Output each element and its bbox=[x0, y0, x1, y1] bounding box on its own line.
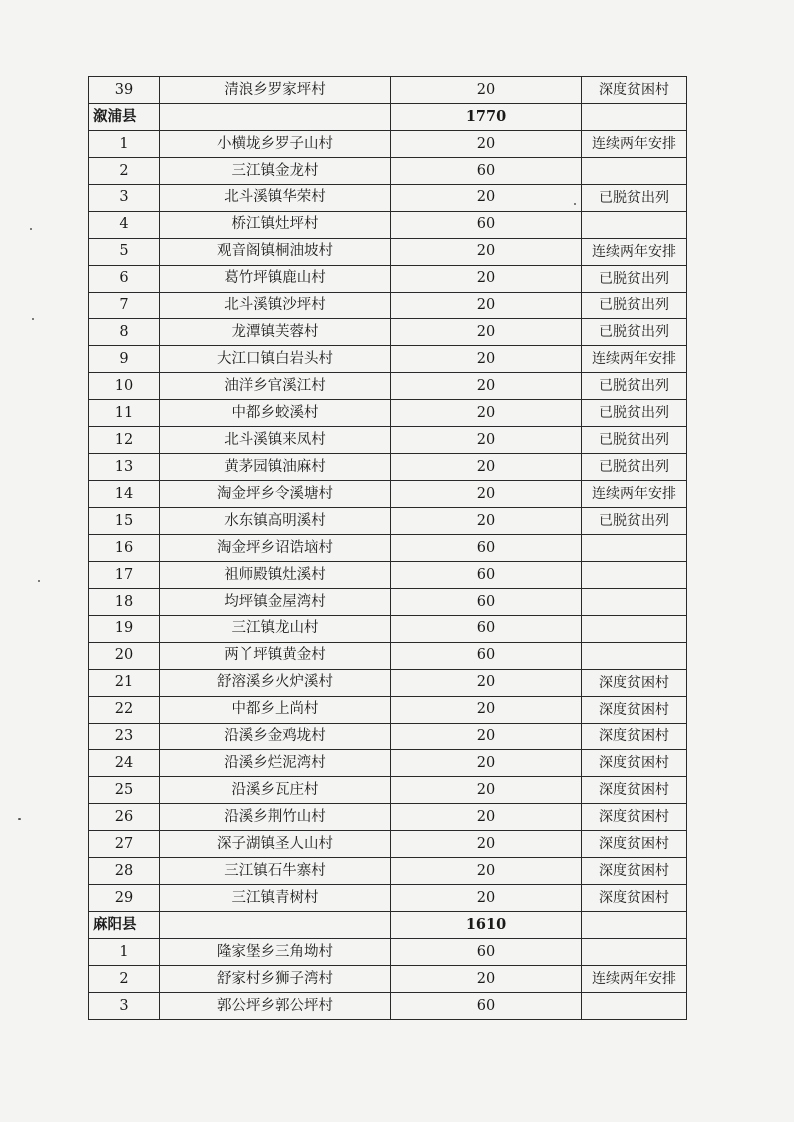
fund-amount: 20 bbox=[391, 750, 582, 777]
village-name: 祖师殿镇灶溪村 bbox=[160, 561, 391, 588]
row-number: 19 bbox=[89, 615, 160, 642]
fund-amount: 60 bbox=[391, 615, 582, 642]
fund-amount: 60 bbox=[391, 157, 582, 184]
row-number: 11 bbox=[89, 400, 160, 427]
remark bbox=[582, 534, 687, 561]
fund-amount: 20 bbox=[391, 130, 582, 157]
village-name: 三江镇石牛寨村 bbox=[160, 858, 391, 885]
row-number: 27 bbox=[89, 831, 160, 858]
table-row bbox=[89, 831, 687, 858]
table-row bbox=[89, 184, 687, 211]
fund-amount: 20 bbox=[391, 427, 582, 454]
fund-amount: 20 bbox=[391, 454, 582, 481]
remark: 深度贫困村 bbox=[582, 750, 687, 777]
fund-amount: 60 bbox=[391, 992, 582, 1019]
remark: 深度贫困村 bbox=[582, 723, 687, 750]
remark: 深度贫困村 bbox=[582, 669, 687, 696]
row-number: 21 bbox=[89, 669, 160, 696]
fund-amount: 20 bbox=[391, 481, 582, 508]
row-number: 3 bbox=[89, 992, 160, 1019]
remark bbox=[582, 588, 687, 615]
fund-amount: 60 bbox=[391, 211, 582, 238]
table-row bbox=[89, 157, 687, 184]
remark bbox=[582, 939, 687, 966]
row-number: 24 bbox=[89, 750, 160, 777]
remark bbox=[582, 211, 687, 238]
remark bbox=[582, 912, 687, 939]
table-row bbox=[89, 885, 687, 912]
remark: 已脱贫出列 bbox=[582, 427, 687, 454]
scan-speck bbox=[18, 818, 21, 820]
row-number: 25 bbox=[89, 777, 160, 804]
village-name: 龙潭镇芙蓉村 bbox=[160, 319, 391, 346]
village-name: 葛竹坪镇鹿山村 bbox=[160, 265, 391, 292]
remark bbox=[582, 642, 687, 669]
remark: 深度贫困村 bbox=[582, 885, 687, 912]
row-number: 1 bbox=[89, 939, 160, 966]
village-name: 三江镇金龙村 bbox=[160, 157, 391, 184]
table-row bbox=[89, 965, 687, 992]
scan-speck bbox=[38, 580, 40, 582]
table-row bbox=[89, 211, 687, 238]
village-name bbox=[160, 912, 391, 939]
row-number: 20 bbox=[89, 642, 160, 669]
village-name: 深子湖镇圣人山村 bbox=[160, 831, 391, 858]
fund-amount: 20 bbox=[391, 373, 582, 400]
village-name: 舒溶溪乡火炉溪村 bbox=[160, 669, 391, 696]
row-number: 28 bbox=[89, 858, 160, 885]
county-header-row bbox=[89, 912, 687, 939]
row-number: 7 bbox=[89, 292, 160, 319]
remark: 连续两年安排 bbox=[582, 238, 687, 265]
table-row bbox=[89, 77, 687, 104]
fund-amount: 60 bbox=[391, 642, 582, 669]
fund-amount: 20 bbox=[391, 804, 582, 831]
row-number: 1 bbox=[89, 130, 160, 157]
village-name: 沿溪乡烂泥湾村 bbox=[160, 750, 391, 777]
remark: 已脱贫出列 bbox=[582, 184, 687, 211]
fund-amount: 20 bbox=[391, 238, 582, 265]
row-number: 10 bbox=[89, 373, 160, 400]
table-row bbox=[89, 588, 687, 615]
table-row bbox=[89, 642, 687, 669]
fund-amount: 20 bbox=[391, 508, 582, 535]
village-name: 三江镇龙山村 bbox=[160, 615, 391, 642]
row-number: 13 bbox=[89, 454, 160, 481]
remark: 连续两年安排 bbox=[582, 346, 687, 373]
village-name: 大江口镇白岩头村 bbox=[160, 346, 391, 373]
fund-amount: 20 bbox=[391, 965, 582, 992]
table-row bbox=[89, 454, 687, 481]
village-name: 舒家村乡狮子湾村 bbox=[160, 965, 391, 992]
row-number: 9 bbox=[89, 346, 160, 373]
remark bbox=[582, 561, 687, 588]
remark: 深度贫困村 bbox=[582, 696, 687, 723]
village-name: 黄茅园镇油麻村 bbox=[160, 454, 391, 481]
table-row bbox=[89, 508, 687, 535]
village-name: 郭公坪乡郭公坪村 bbox=[160, 992, 391, 1019]
remark: 已脱贫出列 bbox=[582, 454, 687, 481]
table-row bbox=[89, 400, 687, 427]
scan-speck bbox=[574, 203, 576, 205]
village-name: 隆家堡乡三角坳村 bbox=[160, 939, 391, 966]
table-row bbox=[89, 777, 687, 804]
remark: 已脱贫出列 bbox=[582, 400, 687, 427]
table-row bbox=[89, 534, 687, 561]
fund-amount: 60 bbox=[391, 939, 582, 966]
village-name: 桥江镇灶坪村 bbox=[160, 211, 391, 238]
fund-amount: 20 bbox=[391, 723, 582, 750]
remark bbox=[582, 103, 687, 130]
fund-amount: 20 bbox=[391, 400, 582, 427]
fund-amount: 20 bbox=[391, 184, 582, 211]
table-row bbox=[89, 992, 687, 1019]
row-number: 16 bbox=[89, 534, 160, 561]
village-name: 清浪乡罗家坪村 bbox=[160, 77, 391, 104]
scan-speck bbox=[30, 228, 32, 230]
table-row bbox=[89, 669, 687, 696]
fund-amount: 20 bbox=[391, 858, 582, 885]
table-body bbox=[89, 77, 687, 1020]
fund-amount: 20 bbox=[391, 346, 582, 373]
remark bbox=[582, 992, 687, 1019]
fund-amount: 20 bbox=[391, 885, 582, 912]
row-number: 29 bbox=[89, 885, 160, 912]
county-total: 1610 bbox=[391, 912, 582, 939]
table-row bbox=[89, 723, 687, 750]
row-number: 3 bbox=[89, 184, 160, 211]
village-name: 北斗溪镇华荣村 bbox=[160, 184, 391, 211]
village-name: 两丫坪镇黄金村 bbox=[160, 642, 391, 669]
fund-amount: 60 bbox=[391, 561, 582, 588]
row-number: 12 bbox=[89, 427, 160, 454]
table-row bbox=[89, 427, 687, 454]
row-number: 2 bbox=[89, 965, 160, 992]
village-name: 观音阁镇桐油坡村 bbox=[160, 238, 391, 265]
table-row bbox=[89, 615, 687, 642]
row-number: 26 bbox=[89, 804, 160, 831]
row-number: 2 bbox=[89, 157, 160, 184]
table-row bbox=[89, 346, 687, 373]
remark: 已脱贫出列 bbox=[582, 265, 687, 292]
county-name: 麻阳县 bbox=[89, 912, 160, 939]
fund-amount: 20 bbox=[391, 696, 582, 723]
row-number: 6 bbox=[89, 265, 160, 292]
fund-amount: 60 bbox=[391, 588, 582, 615]
scan-speck bbox=[32, 318, 34, 320]
row-number: 4 bbox=[89, 211, 160, 238]
table-row bbox=[89, 561, 687, 588]
village-name: 油洋乡官溪江村 bbox=[160, 373, 391, 400]
table-row bbox=[89, 292, 687, 319]
village-name bbox=[160, 103, 391, 130]
remark: 已脱贫出列 bbox=[582, 319, 687, 346]
table-row bbox=[89, 696, 687, 723]
fund-amount: 20 bbox=[391, 669, 582, 696]
village-name: 三江镇青树村 bbox=[160, 885, 391, 912]
table-row bbox=[89, 939, 687, 966]
table-row bbox=[89, 858, 687, 885]
row-number: 8 bbox=[89, 319, 160, 346]
table-row bbox=[89, 130, 687, 157]
table-row bbox=[89, 804, 687, 831]
remark bbox=[582, 157, 687, 184]
remark: 深度贫困村 bbox=[582, 804, 687, 831]
table-row bbox=[89, 319, 687, 346]
row-number: 39 bbox=[89, 77, 160, 104]
remark bbox=[582, 615, 687, 642]
village-name: 均坪镇金屋湾村 bbox=[160, 588, 391, 615]
table-row bbox=[89, 265, 687, 292]
county-total: 1770 bbox=[391, 103, 582, 130]
village-name: 北斗溪镇沙坪村 bbox=[160, 292, 391, 319]
fund-amount: 20 bbox=[391, 265, 582, 292]
row-number: 17 bbox=[89, 561, 160, 588]
row-number: 5 bbox=[89, 238, 160, 265]
remark: 已脱贫出列 bbox=[582, 292, 687, 319]
row-number: 15 bbox=[89, 508, 160, 535]
table-row bbox=[89, 373, 687, 400]
fund-amount: 20 bbox=[391, 777, 582, 804]
table-row bbox=[89, 238, 687, 265]
village-name: 淘金坪乡令溪塘村 bbox=[160, 481, 391, 508]
table-row bbox=[89, 750, 687, 777]
remark: 连续两年安排 bbox=[582, 130, 687, 157]
village-name: 沿溪乡瓦庄村 bbox=[160, 777, 391, 804]
remark: 已脱贫出列 bbox=[582, 373, 687, 400]
village-allocation-table bbox=[88, 76, 687, 1020]
row-number: 23 bbox=[89, 723, 160, 750]
village-name: 小横垅乡罗子山村 bbox=[160, 130, 391, 157]
row-number: 22 bbox=[89, 696, 160, 723]
fund-amount: 60 bbox=[391, 534, 582, 561]
village-name: 水东镇高明溪村 bbox=[160, 508, 391, 535]
village-name: 中都乡上尚村 bbox=[160, 696, 391, 723]
fund-amount: 20 bbox=[391, 831, 582, 858]
table-row bbox=[89, 481, 687, 508]
village-name: 沿溪乡荆竹山村 bbox=[160, 804, 391, 831]
row-number: 14 bbox=[89, 481, 160, 508]
county-header-row bbox=[89, 103, 687, 130]
fund-amount: 20 bbox=[391, 77, 582, 104]
remark: 深度贫困村 bbox=[582, 777, 687, 804]
remark: 深度贫困村 bbox=[582, 831, 687, 858]
remark: 深度贫困村 bbox=[582, 77, 687, 104]
village-name: 中都乡蛟溪村 bbox=[160, 400, 391, 427]
remark: 连续两年安排 bbox=[582, 965, 687, 992]
village-name: 淘金坪乡诏诰垴村 bbox=[160, 534, 391, 561]
fund-amount: 20 bbox=[391, 319, 582, 346]
village-name: 北斗溪镇来凤村 bbox=[160, 427, 391, 454]
remark: 连续两年安排 bbox=[582, 481, 687, 508]
county-name: 溆浦县 bbox=[89, 103, 160, 130]
row-number: 18 bbox=[89, 588, 160, 615]
fund-amount: 20 bbox=[391, 292, 582, 319]
remark: 已脱贫出列 bbox=[582, 508, 687, 535]
remark: 深度贫困村 bbox=[582, 858, 687, 885]
village-name: 沿溪乡金鸡垅村 bbox=[160, 723, 391, 750]
